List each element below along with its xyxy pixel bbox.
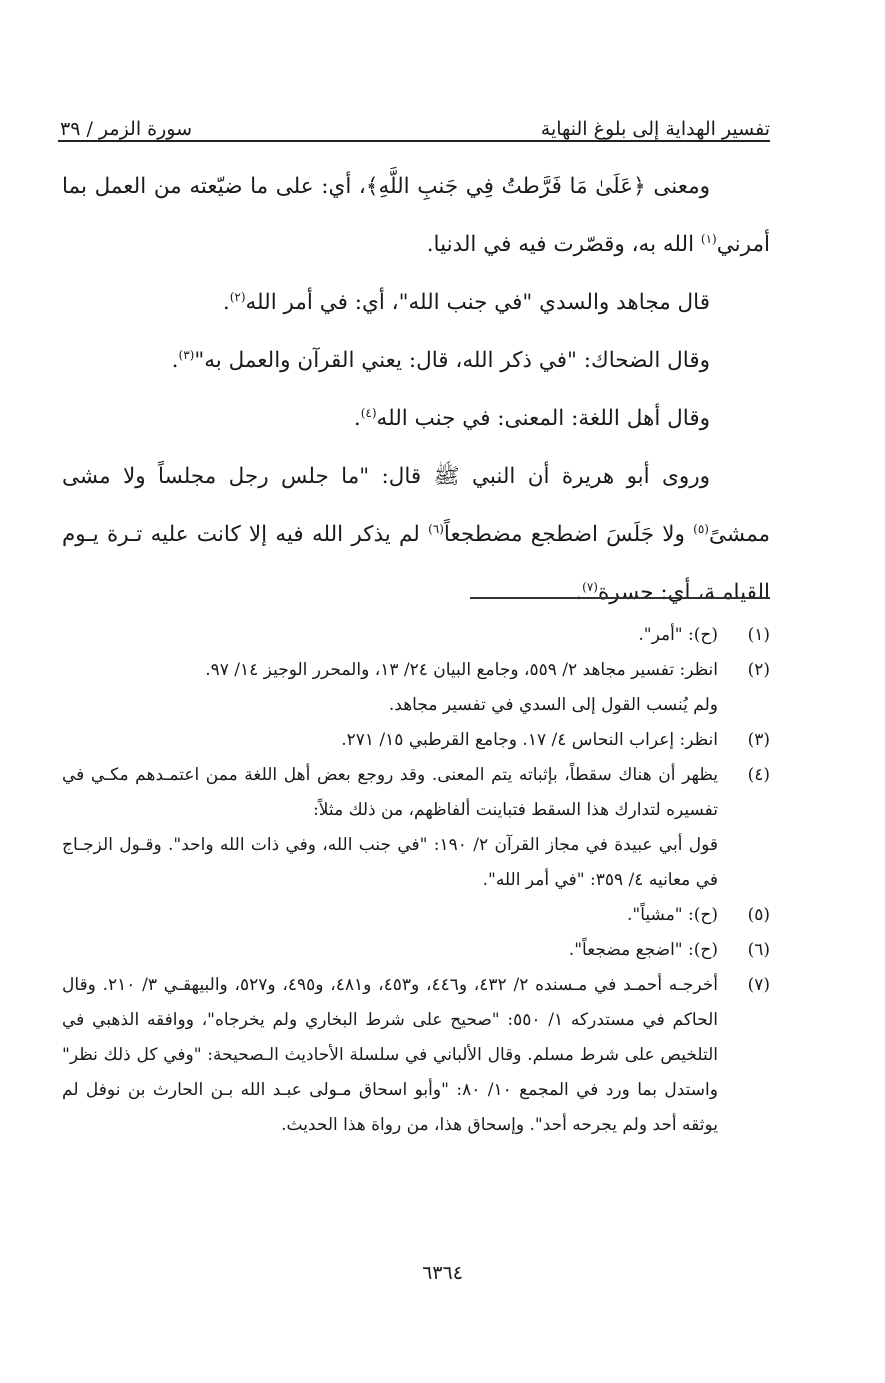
text-span: الله به، وقصّرت فيه في الدنيا. [426, 232, 701, 257]
footnote-number: (٢) [747, 660, 770, 680]
paragraph-5: وروى أبو هريرة أن النبي ﷺ قال: "ما جلس رجل مجلساً ولا مشى ممشىً$^{(٥)}$ ولا جَلَسَ اضطجع مضطجعاً$^{(٦)}$ لم يذكر الله فيه إلا كانت عليه تـرة يـوم القيامـة، أي: حسرة$^{(٧)}$. [62, 464, 771, 605]
footnote-number: (٣) [747, 730, 770, 750]
footnote-number: (١) [747, 625, 770, 645]
footnote-continuation: قول أبي عبيدة في مجاز القرآن ٢/ ١٩٠: "في جنب الله، وفي ذات الله واحد". وقـول الزجـاج في معانيه ٤/ ٣٥٩: "في أمر الله". [62, 835, 718, 890]
footnote-5 [62, 898, 770, 933]
footnote-text: (ح): "مشياً". [627, 905, 718, 925]
footnote-ref: (١) [700, 231, 717, 246]
footnote-rule [470, 597, 770, 599]
footnote-text: يظهر أن هناك سقطاً، بإثباته يتم المعنى. وقد روجع بعض أهل اللغة ممن اعتمـدهم مكـي في تفسيره لتدارك هذا السقط فتباينت ألفاظهم، من ذلك مثلاً: [62, 765, 718, 820]
text-span: وقال الضحاك: "في ذكر الله، قال: يعني القرآن والعمل به" [194, 348, 710, 373]
text-span: ولا جَلَسَ اضطجع مضطجعاً [443, 522, 694, 547]
footnote-text: انظر: إعراب النحاس ٤/ ١٧. وجامع القرطبي ١٥/ ٢٧١. [341, 730, 718, 750]
footnote-text: أخرجـه أحمـد في مـسنده ٢/ ٤٣٢، و٤٤٦، و٤٥٣، و٤٨١، و٤٩٥، و٥٢٧، والبيهقـي ٣/ ٢١٠. وقال الحاكم في مستدركه ١/ ٥٥٠: "صحيح على شرط البخاري ولم يخرجاه"، ووافقه الذهبي في التلخيص على شرط مسلم. وقال الألباني في سلسلة الأحاديث الـصحيحة: "وفي كل ذلك نظر" واستدل بما ورد في المجمع ١٠/ ٨٠: "وأبو اسحاق مـولى عبـد الله بـن الحارث بن نوفل لم يوثقه أحد ولم يجرحه أحد". وإسحاق هذا، من رواة هذا الحديث. [62, 975, 718, 1135]
footnote-ref: (٧) [582, 579, 598, 594]
text-span: لم يذكر الله فيه إلا كانت عليه تـرة يـوم القيامـة، أي: حسرة [62, 522, 770, 605]
paragraph-2: قال مجاهد والسدي "في جنب الله"، أي: في أمر الله$^{(٢)}$. [222, 289, 710, 315]
footnote-ref: (٤) [360, 405, 377, 420]
paragraph-1 [62, 158, 770, 274]
footnote-number: (٥) [747, 905, 770, 925]
running-header [60, 100, 770, 140]
footnote-ref: (٦) [428, 521, 444, 536]
page-number: ٦٣٦٤ [422, 1262, 463, 1284]
paragraph-4: وقال أهل اللغة: المعنى: في جنب الله$^{(٤)}$. [353, 405, 710, 431]
footnote-number: (٧) [747, 975, 770, 995]
footnote-7 [62, 968, 770, 1143]
book-title: تفسير الهداية إلى بلوغ النهاية [540, 118, 770, 140]
footnote-1 [62, 618, 770, 653]
footnote-4 [62, 758, 770, 828]
footnote-6 [62, 933, 770, 968]
footnote-2 [62, 653, 770, 688]
footnote-text: انظر: تفسير مجاهد ٢/ ٥٥٩، وجامع البيان ٢٤/ ١٣، والمحرر الوجيز ١٤/ ٩٧. [205, 660, 718, 680]
main-text [62, 158, 770, 622]
header-rule [58, 140, 770, 142]
footnote-3 [62, 723, 770, 758]
footnote-continuation: ولم يُنسب القول إلى السدي في تفسير مجاهد. [388, 695, 718, 715]
text-span: وروى أبو هريرة أن النبي ﷺ قال: "ما جلس رجل مجلساً ولا مشى ممشىً [62, 464, 771, 547]
text-span: ومعنى ﴿عَلَىٰ مَا فَرَّطتُ فِي جَنبِ اللَّهِ﴾، أي: على ما ضيّعته من العمل بما أمرني [62, 174, 770, 257]
footnotes [62, 618, 770, 1143]
text-span: قال مجاهد والسدي "في جنب الله"، أي: في أمر الله [245, 290, 710, 315]
text-span: وقال أهل اللغة: المعنى: في جنب الله [376, 406, 710, 431]
footnote-ref: (٣) [178, 347, 195, 362]
footnote-number: (٤) [747, 765, 770, 785]
surah-label: سورة الزمر / ٣٩ [60, 118, 193, 140]
paragraph-3: وقال الضحاك: "في ذكر الله، قال: يعني القرآن والعمل به"$^{(٣)}$. [171, 347, 710, 373]
footnote-ref: (٥) [693, 521, 709, 536]
footnote-number: (٦) [747, 940, 770, 960]
footnote-text: (ح): "أمر". [638, 625, 718, 645]
footnote-ref: (٢) [229, 289, 246, 304]
footnote-text: (ح): "اضجع مضجعاً". [568, 940, 718, 960]
